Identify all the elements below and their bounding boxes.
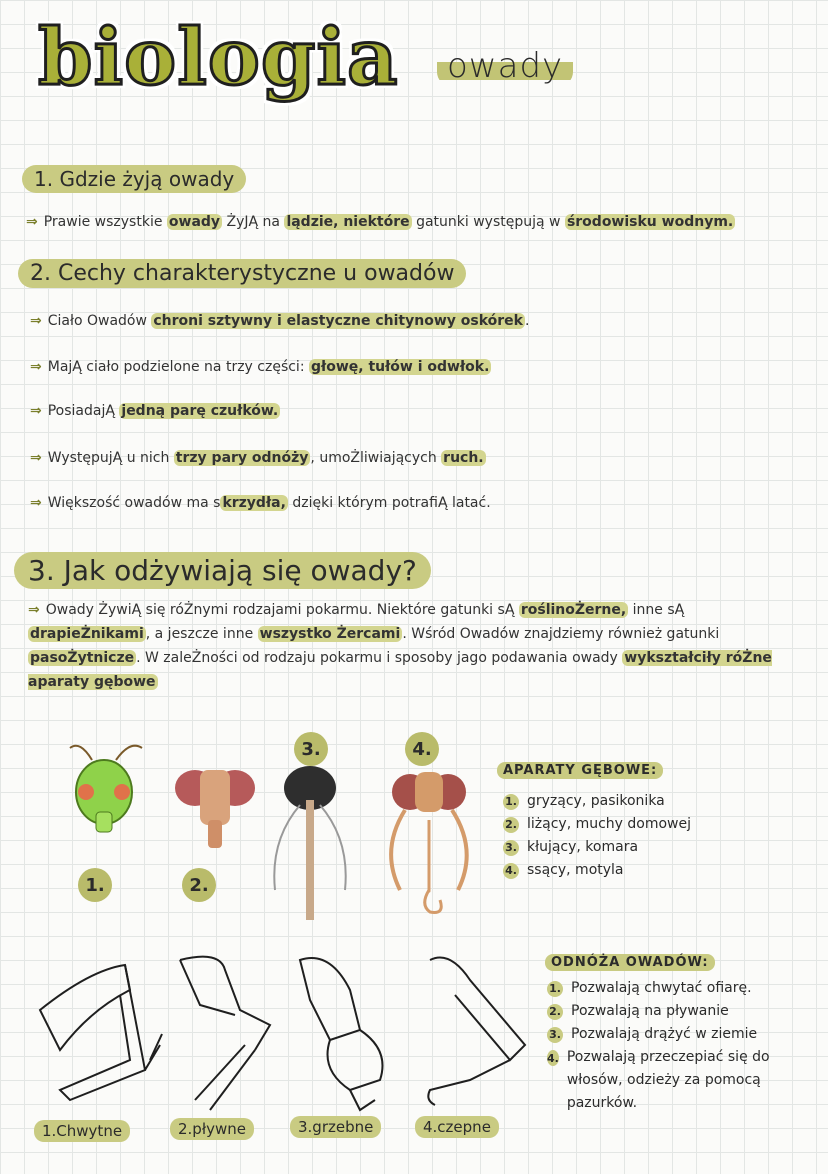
page-subtitle: owady — [437, 46, 573, 86]
mouthparts-list — [503, 790, 691, 882]
section-2-line-2: ⇒ MajĄ ciało podzielone na trzy części: głowę, tułów i odwłok. — [30, 359, 490, 375]
section-1-line: ⇒ Prawie wszystkie owady ŻyJĄ na lądzie, niektóre gatunki występują w środowisku wodnym. — [26, 214, 734, 230]
leg-label-2: 2.pływne — [170, 1118, 254, 1140]
fly-head-illustration — [175, 770, 255, 848]
arrow-icon: ⇒ — [30, 403, 42, 419]
leg-label-3: 3.grzebne — [290, 1116, 381, 1138]
leg-label-4: 4.czepne — [415, 1116, 499, 1138]
leg-label-1: 1.Chwytne — [34, 1120, 130, 1142]
grasping-leg-illustration — [40, 965, 162, 1100]
arrow-icon: ⇒ — [30, 313, 42, 329]
mouthpart-label-2: 2. — [182, 868, 216, 902]
list-item: 2. liżący, muchy domowej — [503, 813, 691, 836]
mouthpart-label-3: 3. — [294, 732, 328, 766]
section-3-paragraph: ⇒ Owady ŻywiĄ się róŻnymi rodzajami pokarmu. Niektóre gatunki sĄ roślinoŻerne, inne sĄ drapieŻnikami , a jeszcze inne wszystko Żercami . Wśród Owadów znajdziemy również gatunki pasoŻytnicze . W zaleŻności od rodzaju pokarmu i sposoby jago podawania owady wykształciły róŻne aparaty gębowe — [28, 602, 772, 690]
mouthpart-label-4: 4. — [405, 732, 439, 766]
section-2-line-5: ⇒ Większość owadów ma s krzydła, dzięki którym potrafiĄ latać. — [30, 495, 491, 511]
page-title: biologia — [38, 12, 399, 103]
grasshopper-head-illustration — [70, 746, 142, 832]
clinging-leg-illustration — [428, 958, 525, 1106]
list-item: 1. gryzący, pasikonika — [503, 790, 691, 813]
legs-title: ODNÓŻA OWADÓW: — [545, 954, 715, 971]
swimming-leg-illustration — [180, 957, 270, 1110]
list-item: 4. ssący, motyla — [503, 859, 691, 882]
section-3-heading: 3. Jak odżywiają się owady? — [14, 552, 431, 589]
mouthparts-title: APARATY GĘBOWE: — [497, 762, 663, 779]
section-2-heading: 2. Cechy charakterystyczne u owadów — [18, 259, 466, 288]
arrow-icon: ⇒ — [28, 602, 40, 618]
digging-leg-illustration — [300, 958, 383, 1110]
arrow-icon: ⇒ — [30, 495, 42, 511]
list-item: 1. Pozwalają chwytać ofiarę. — [547, 977, 817, 1000]
list-item: 4. Pozwalają przeczepiać się do włosów, odzieży za pomocą pazurków. — [547, 1049, 770, 1111]
section-1-heading: 1. Gdzie żyją owady — [22, 165, 246, 193]
list-item: 2. Pozwalają na pływanie — [547, 1000, 817, 1023]
legs-illustrations — [30, 950, 530, 1125]
legs-list — [547, 977, 817, 1115]
mosquito-head-illustration — [274, 766, 345, 920]
arrow-icon: ⇒ — [30, 359, 42, 375]
list-item: 3. kłujący, komara — [503, 836, 691, 859]
butterfly-head-illustration — [391, 772, 467, 913]
mouthpart-label-1: 1. — [78, 868, 112, 902]
arrow-icon: ⇒ — [26, 214, 38, 230]
list-item: 3. Pozwalają drążyć w ziemie — [547, 1023, 817, 1046]
section-2-line-1: ⇒ Ciało Owadów chroni sztywny i elastyczne chitynowy oskórek . — [30, 313, 530, 329]
arrow-icon: ⇒ — [30, 450, 42, 466]
section-2-line-4: ⇒ WystępujĄ u nich trzy pary odnóży , umoŻliwiających ruch. — [30, 450, 484, 466]
section-2-line-3: ⇒ PosiadajĄ jedną parę czułków. — [30, 403, 279, 419]
